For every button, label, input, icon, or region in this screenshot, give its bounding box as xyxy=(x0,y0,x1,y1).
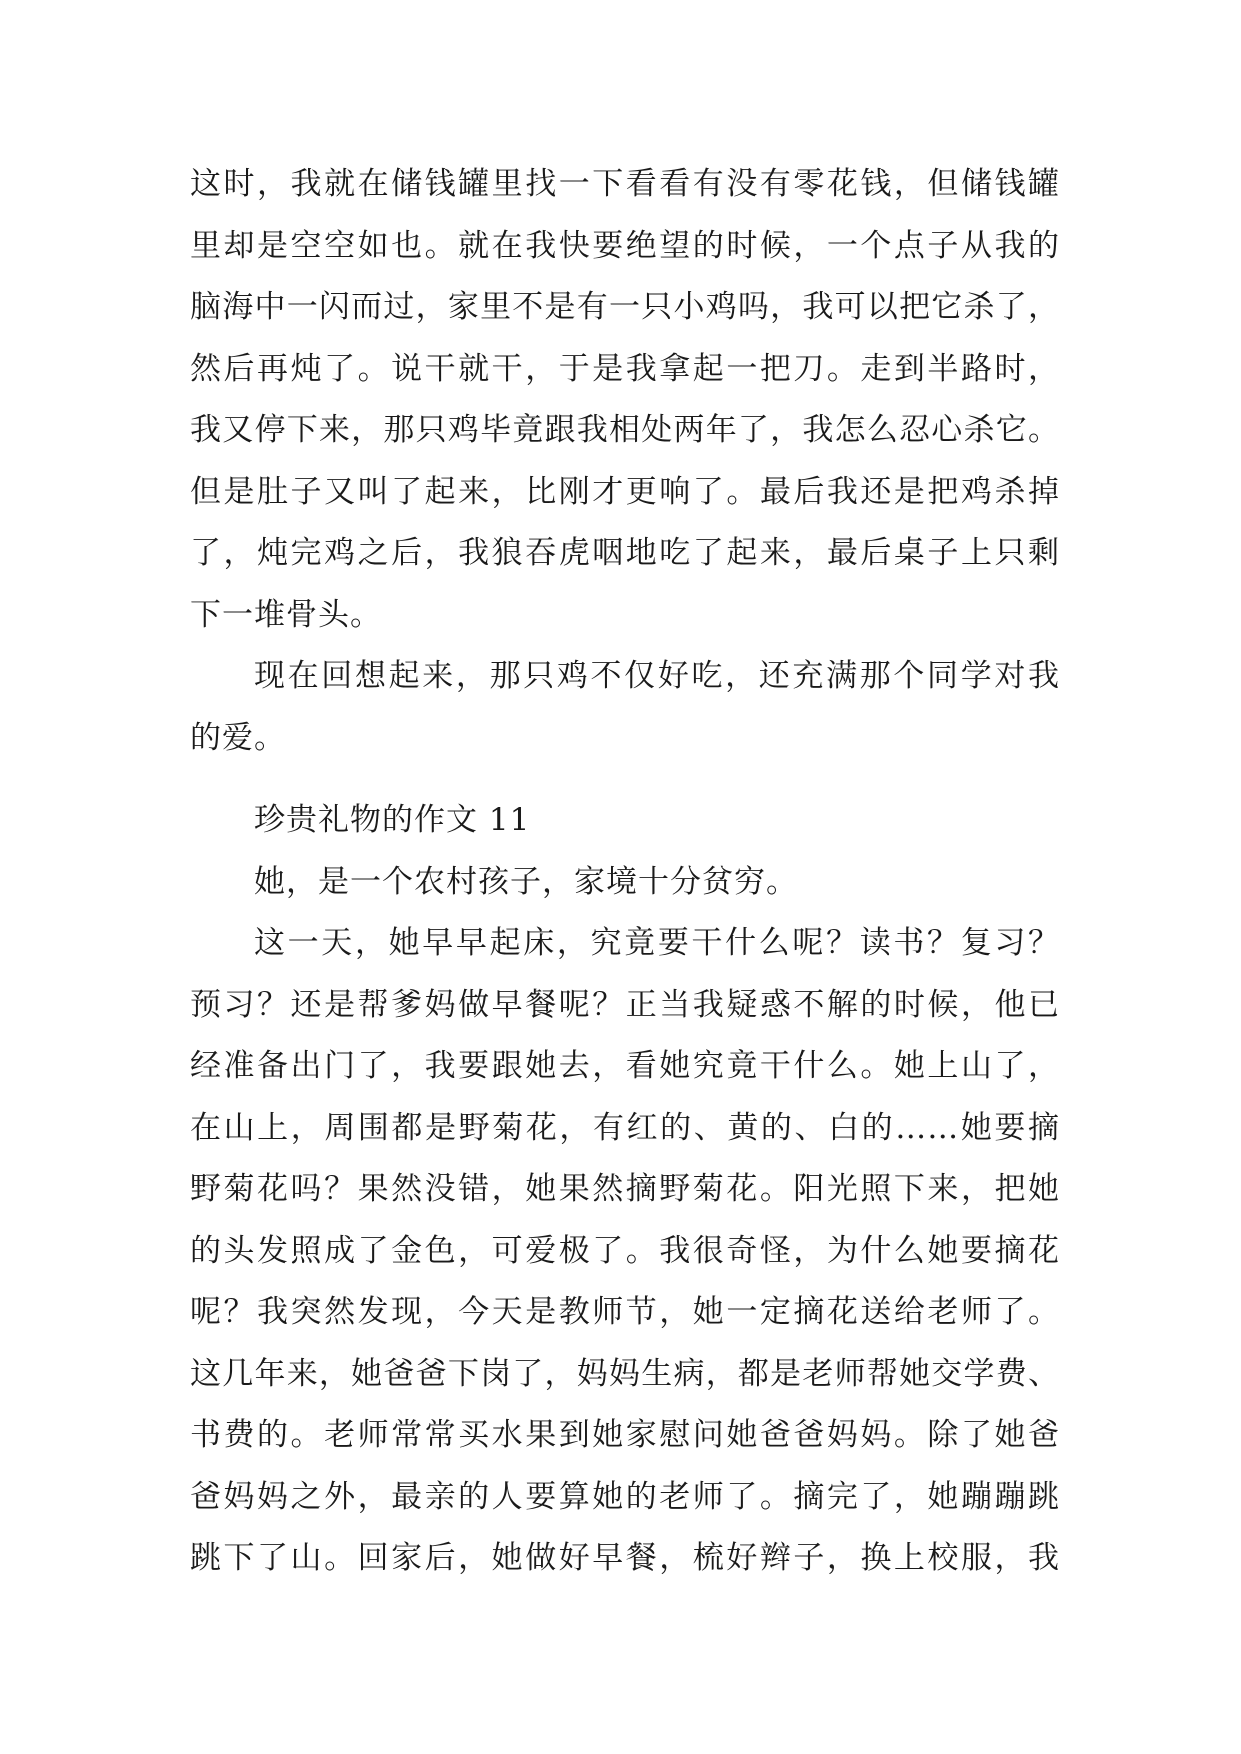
text-line: 现在回想起来，那只鸡不仅好吃，还充满那个同学对我 xyxy=(254,658,1060,694)
text-line: 书费的。老师常常买水果到她家慰问她爸爸妈妈。除了她爸 xyxy=(190,1417,1060,1453)
text-line: 我又停下来，那只鸡毕竟跟我相处两年了，我怎么忍心杀它。 xyxy=(190,412,1060,448)
text-line: 了，炖完鸡之后，我狼吞虎咽地吃了起来，最后桌子上只剩 xyxy=(190,535,1060,571)
text-line: 在山上，周围都是野菊花，有红的、黄的、白的……她要摘 xyxy=(190,1109,1060,1146)
text-line: 脑海中一闪而过，家里不是有一只小鸡吗，我可以把它杀了， xyxy=(190,289,1060,325)
text-line: 但是肚子又叫了起来，比刚才更响了。最后我还是把鸡杀掉 xyxy=(190,473,1060,510)
section-title: 珍贵礼物的作文 11 xyxy=(254,802,531,838)
text-line: 下一堆骨头。 xyxy=(190,596,382,633)
text-line: 经准备出门了，我要跟她去，看她究竟干什么。她上山了， xyxy=(190,1048,1060,1084)
text-line: 的头发照成了金色，可爱极了。我很奇怪，为什么她要摘花 xyxy=(190,1232,1060,1269)
text-line: 这时，我就在储钱罐里找一下看看有没有零花钱，但储钱罐 xyxy=(190,166,1060,202)
text-line: 这一天，她早早起床，究竟要干什么呢？读书？复习？ xyxy=(254,925,1060,961)
text-line: 然后再炖了。说干就干，于是我拿起一把刀。走到半路时， xyxy=(190,350,1060,387)
text-line: 的爱。 xyxy=(190,719,286,756)
paragraph-1 xyxy=(190,154,1060,769)
text-line: 这几年来，她爸爸下岗了，妈妈生病，都是老师帮她交学费、 xyxy=(190,1355,1060,1392)
text-line: 她，是一个农村孩子，家境十分贫穷。 xyxy=(254,863,798,900)
text-line: 跳下了山。回家后，她做好早餐，梳好辫子，换上校服，我 xyxy=(190,1540,1060,1576)
text-line: 爸妈妈之外，最亲的人要算她的老师了。摘完了，她蹦蹦跳 xyxy=(190,1478,1060,1515)
essay-section xyxy=(190,790,1060,1590)
text-line: 里却是空空如也。就在我快要绝望的时候，一个点子从我的 xyxy=(190,227,1060,264)
text-line: 预习？还是帮爹妈做早餐呢？正当我疑惑不解的时候，他已 xyxy=(190,986,1060,1023)
text-line: 野菊花吗？果然没错，她果然摘野菊花。阳光照下来，把她 xyxy=(190,1171,1060,1207)
text-line: 呢？我突然发现，今天是教师节，她一定摘花送给老师了。 xyxy=(190,1294,1060,1330)
